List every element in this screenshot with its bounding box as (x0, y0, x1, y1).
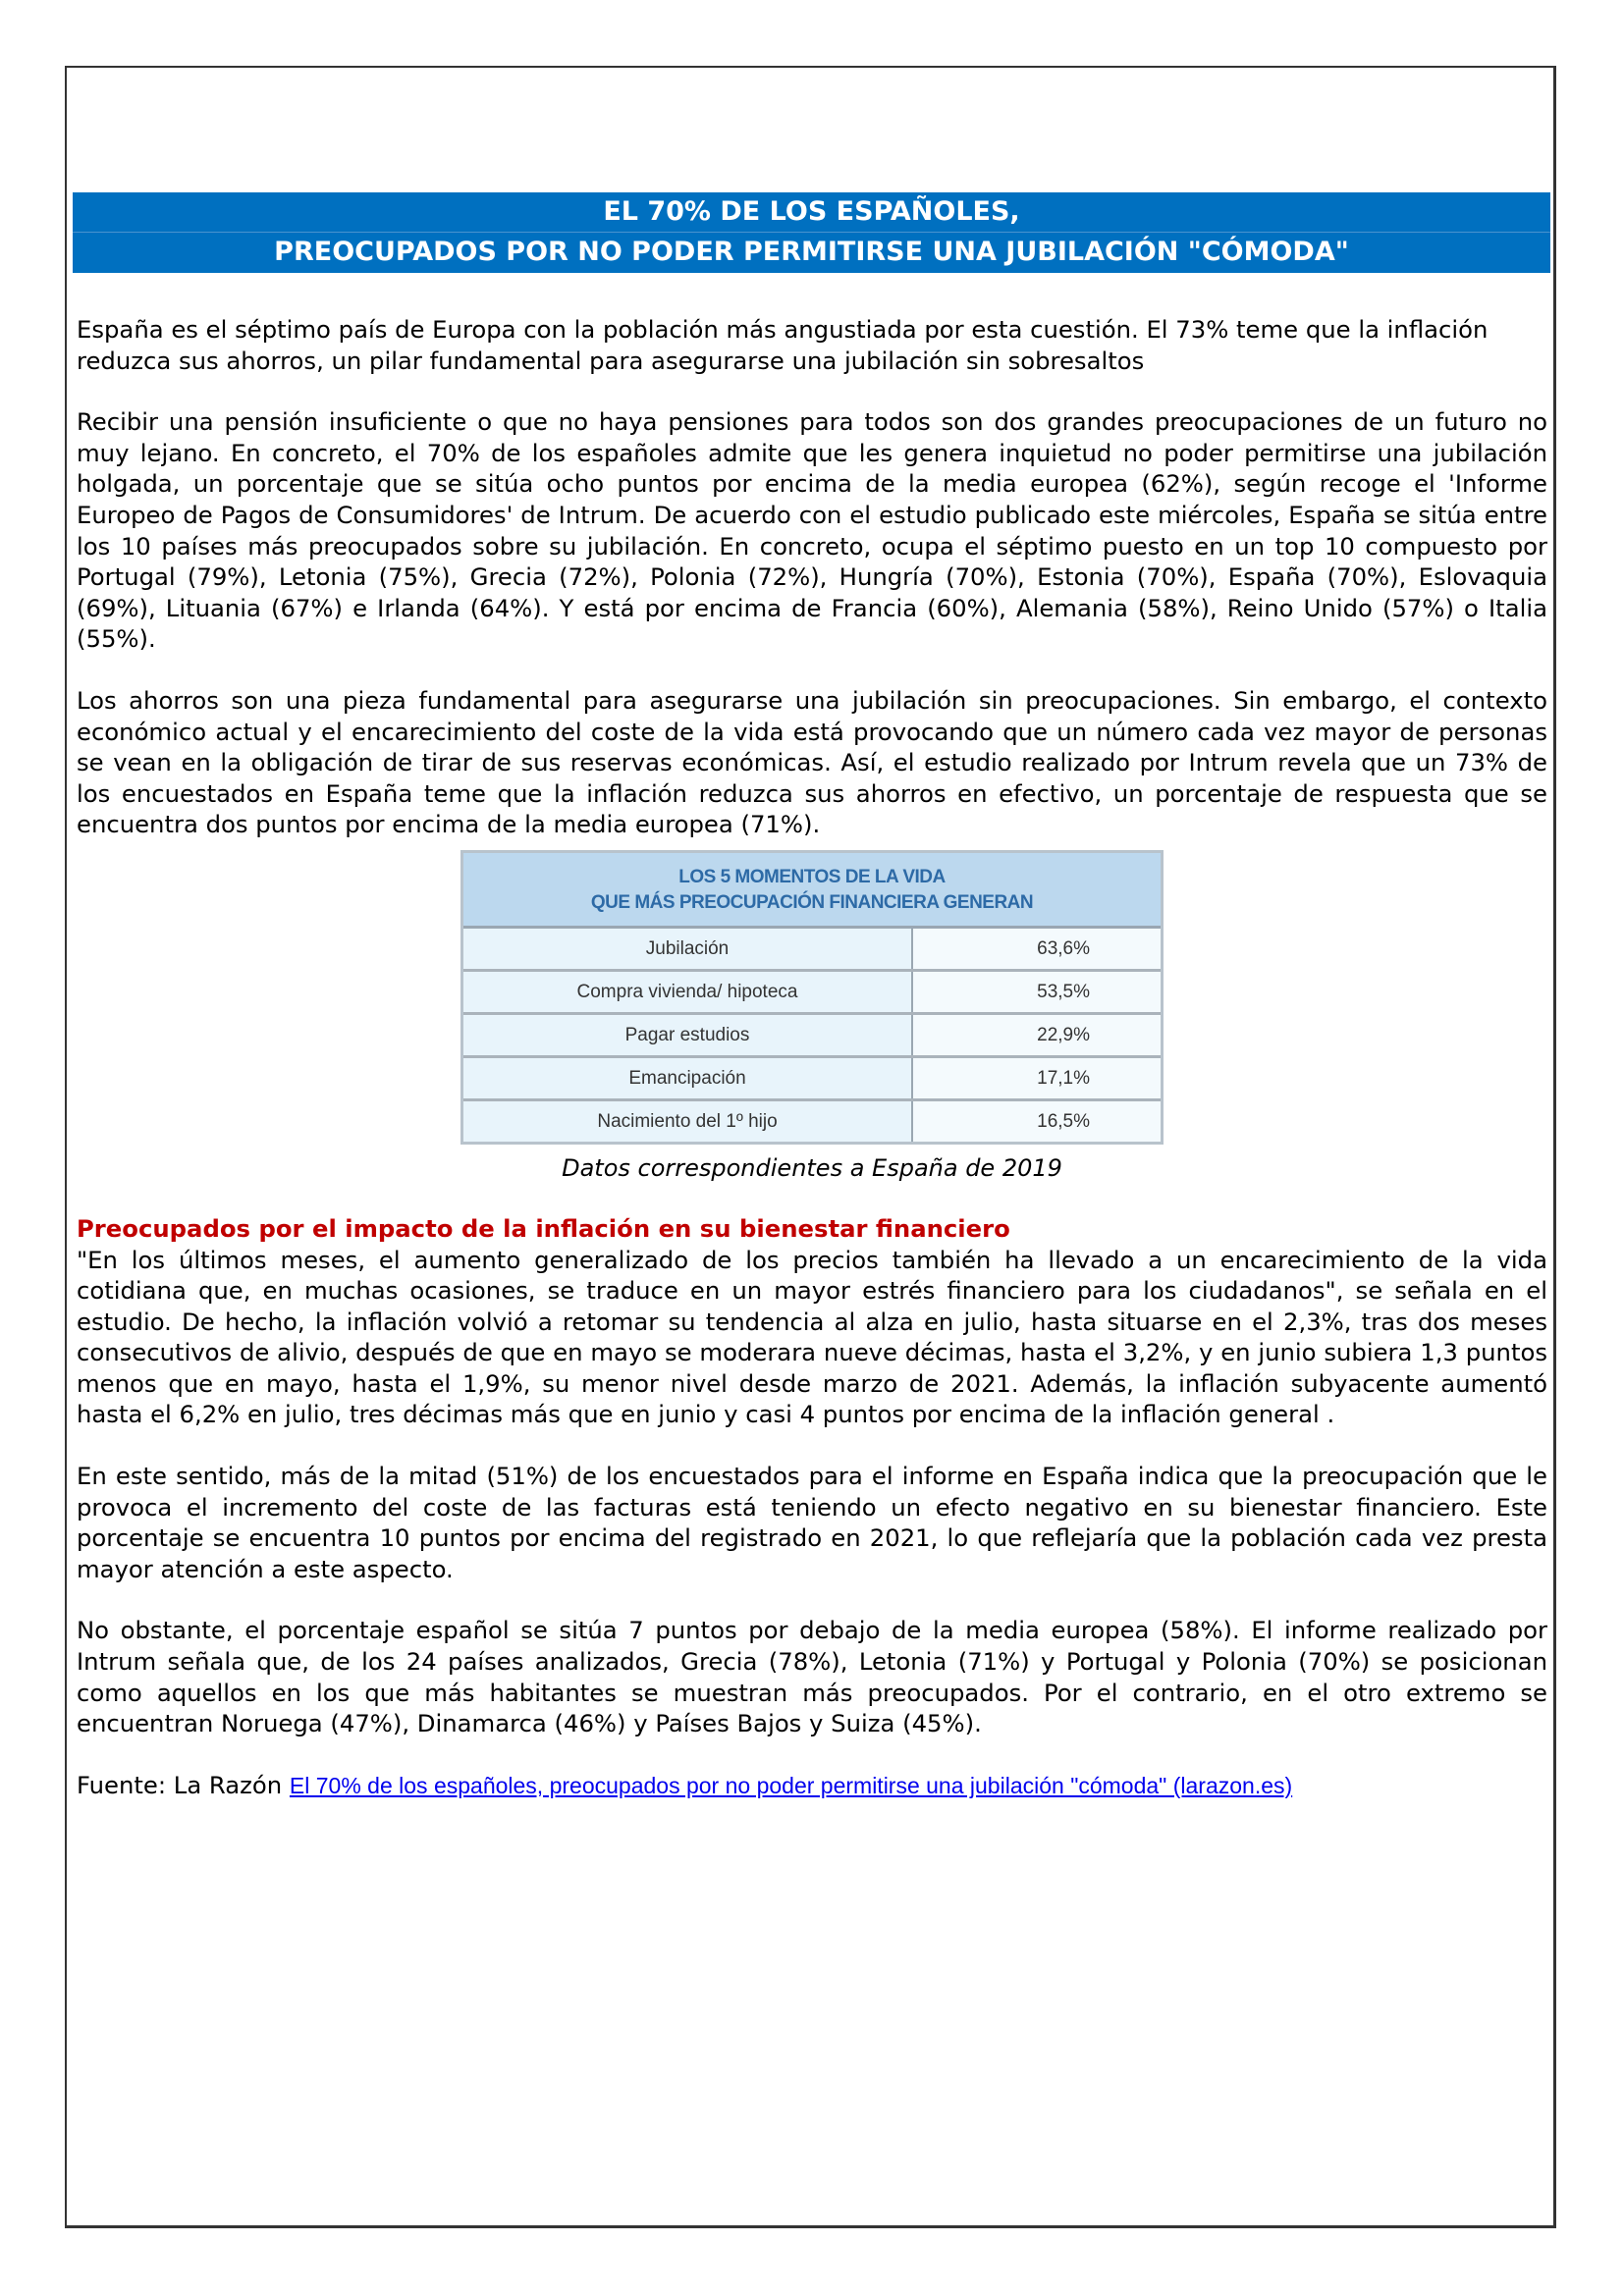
table-row (463, 1015, 1161, 1058)
row-value: 63,6% (913, 929, 1161, 969)
source-label: Fuente: La Razón (77, 1770, 283, 1799)
source-line (77, 1770, 1547, 1802)
row-value: 16,5% (913, 1101, 1161, 1142)
table-title (463, 853, 1161, 929)
paragraph: Recibir una pensión insuficiente o que no haya pensiones para todos son dos grandes preocupaciones de un futuro no muy lejano. En concreto, el 70% de los españoles admite que les genera inquietud no poder permitirse una jubilación holgada, un porcentaje que se sitúa ocho puntos por encima de la media europea (62%), según recoge el 'Informe Europeo de Pagos de Consumidores' de Intrum. De acuerdo con el estudio publicado este miércoles, España se sitúa entre los 10 países más preocupados sobre su jubilación. En concreto, ocupa el séptimo puesto en un top 10 compuesto por Portugal (79%), Letonia (75%), Grecia (72%), Polonia (72%), Hungría (70%), Estonia (70%), España (70%), Eslovaquia (69%), Lituania (67%) e Irlanda (64%). Y está por encima de Francia (60%), Alemania (58%), Reino Unido (57%) o Italia (55%). (77, 407, 1547, 654)
row-value: 17,1% (913, 1058, 1161, 1098)
table-title-line-2: QUE MÁS PREOCUPACIÓN FINANCIERA GENERAN (590, 891, 1034, 913)
table-row (463, 1058, 1161, 1101)
row-value: 22,9% (913, 1015, 1161, 1055)
table-row (463, 1101, 1161, 1142)
title-banner (73, 192, 1550, 273)
article-body (77, 314, 1547, 1801)
table-title-line-1: LOS 5 MOMENTOS DE LA VIDA (678, 866, 946, 887)
row-label: Pagar estudios (463, 1015, 913, 1055)
row-value: 53,5% (913, 972, 1161, 1012)
table-row (463, 929, 1161, 972)
row-label: Nacimiento del 1º hijo (463, 1101, 913, 1142)
lead-paragraph: España es el séptimo país de Europa con la población más angustiada por esta cuestión. El 73% teme que la inflación reduzca sus ahorros, un pilar fundamental para asegurarse una jubilación sin sobresaltos (77, 315, 1489, 375)
row-label: Compra vivienda/ hipoteca (463, 972, 913, 1012)
paragraph: "En los últimos meses, el aumento generalizado de los precios también ha llevado a un encarecimiento de la vida cotidiana que, en muchas ocasiones, se traduce en un mayor estrés financiero para los ciudadanos", se señala en el estudio. De hecho, la inflación volvió a retomar su tendencia al alza en julio, hasta situarse en el 2,3%, tras dos meses consecutivos de alivio, después de que en mayo se moderara nueve décimas, hasta el 3,2%, y en junio subiera 1,3 puntos menos que en mayo, hasta el 1,9%, su menor nivel desde marzo de 2021. Además, la inflación subyacente aumentó hasta el 6,2% en julio, tres décimas más que en junio y casi 4 puntos por encima de la inflación general . (77, 1245, 1547, 1429)
concerns-table (460, 850, 1164, 1145)
title-line-1: EL 70% DE LOS ESPAÑOLES, (73, 192, 1550, 233)
row-label: Emancipación (463, 1058, 913, 1098)
paragraph: Los ahorros son una pieza fundamental para asegurarse una jubilación sin preocupaciones. Sin embargo, el contexto económico actual y el encarecimiento del coste de la vida está provocando que un número cada vez mayor de personas se vean en la obligación de tirar de sus reservas económicas. Así, el estudio realizado por Intrum revela que un 73% de los encuestados en España teme que la inflación reduzca sus ahorros en efectivo, un porcentaje de respuesta que se encuentra dos puntos por encima de la media europea (71%). (77, 685, 1547, 839)
section-subheading: Preocupados por el impacto de la inflación en su bienestar financiero (77, 1213, 1010, 1243)
row-label: Jubilación (463, 929, 913, 969)
paragraph: No obstante, el porcentaje español se sitúa 7 puntos por debajo de la media europea (58%). El informe realizado por Intrum señala que, de los 24 países analizados, Grecia (78%), Letonia (71%) y Portugal y Polonia (70%) se posicionan como aquellos en los que más habitantes se muestran más preocupados. Por el contrario, en el otro extremo se encuentran Noruega (47%), Dinamarca (46%) y Países Bajos y Suiza (45%). (77, 1616, 1547, 1738)
paragraph: En este sentido, más de la mitad (51%) de los encuestados para el informe en España indica que la preocupación que le provoca el incremento del coste de las facturas está teniendo un efecto negativo en su bienestar financiero. Este porcentaje se encuentra 10 puntos por encima del registrado en 2021, lo que reflejaría que la población cada vez presta mayor atención a este aspecto. (77, 1462, 1547, 1583)
table-row (463, 972, 1161, 1015)
source-link[interactable]: El 70% de los españoles, preocupados por no poder permitirse una jubilación "cómoda" (larazon.es) (289, 1772, 1293, 1798)
figure-caption: Datos correspondientes a España de 2019 (562, 1153, 1062, 1182)
table-figure (459, 850, 1165, 1184)
title-line-2: PREOCUPADOS POR NO PODER PERMITIRSE UNA JUBILACIÓN "CÓMODA" (274, 237, 1349, 267)
